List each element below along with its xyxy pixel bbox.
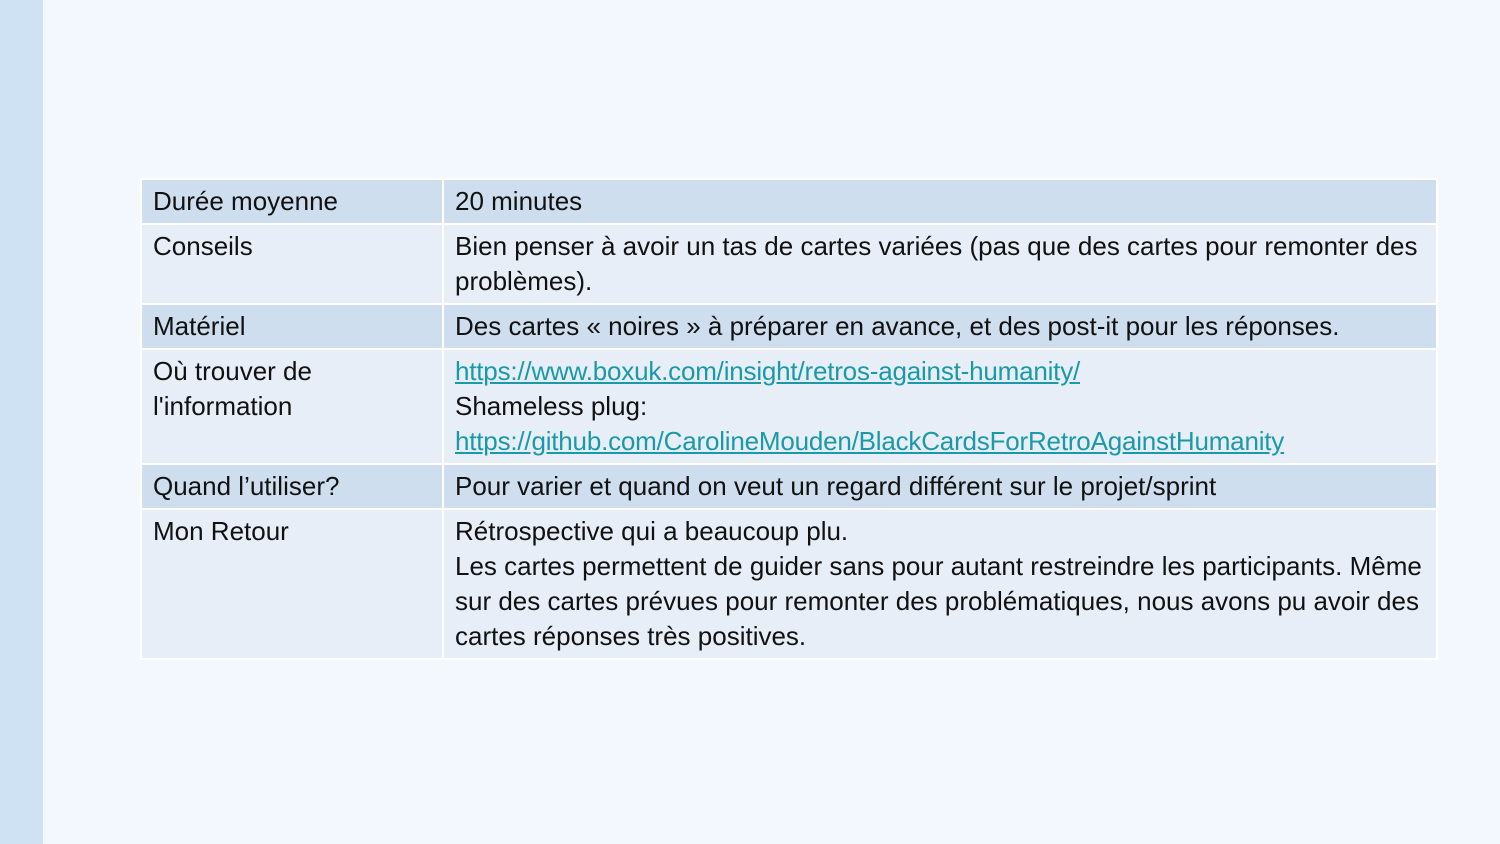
shameless-plug-text: Shameless plug: [455,391,648,421]
row-value: Pour varier et quand on veut un regard différent sur le projet/sprint [443,464,1437,509]
row-value-links [443,349,1437,464]
row-label: Conseils [141,224,443,304]
table-row [141,509,1437,659]
table-row [141,224,1437,304]
row-value: Des cartes « noires » à préparer en avance, et des post-it pour les réponses. [443,304,1437,349]
feedback-line: Rétrospective qui a beaucoup plu. [455,516,849,546]
table-row [141,464,1437,509]
row-label: Durée moyenne [141,179,443,224]
row-label: Matériel [141,304,443,349]
table-row [141,349,1437,464]
table-row [141,304,1437,349]
side-stripe [0,0,43,844]
github-link[interactable]: https://github.com/CarolineMouden/BlackCardsForRetroAgainstHumanity [455,426,1285,456]
info-table [140,178,1438,660]
row-value [443,509,1437,659]
feedback-detail: Les cartes permettent de guider sans pour autant restreindre les participants. Même sur des cartes prévues pour remonter des problématiques, nous avons pu avoir des cartes réponses très positives. [455,551,1422,651]
row-label: Quand l’utiliser? [141,464,443,509]
row-label: Mon Retour [141,509,443,659]
boxuk-link[interactable]: https://www.boxuk.com/insight/retros-against-humanity/ [455,356,1081,386]
table-row [141,179,1437,224]
row-label: Où trouver de l'information [141,349,443,464]
row-value: 20 minutes [443,179,1437,224]
row-value: Bien penser à avoir un tas de cartes variées (pas que des cartes pour remonter des problèmes). [443,224,1437,304]
